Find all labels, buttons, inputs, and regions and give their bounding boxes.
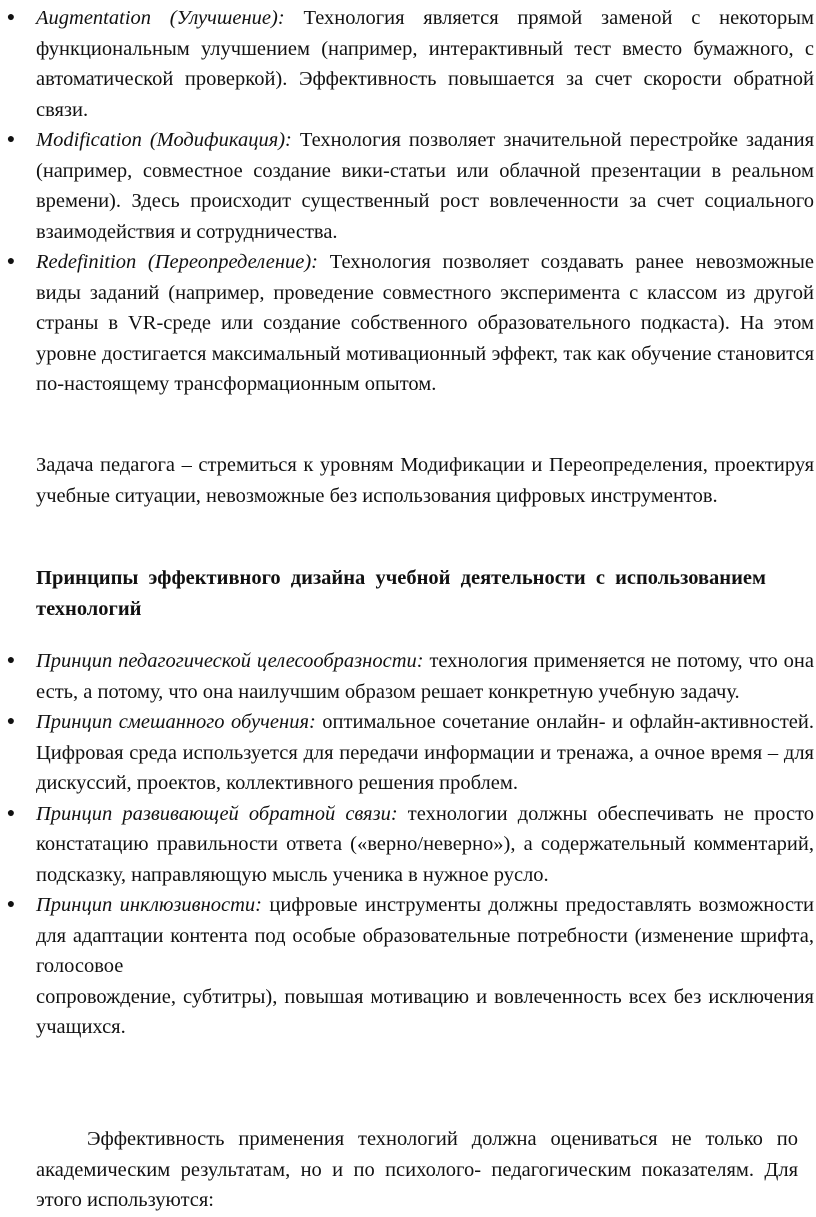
principles-list: [0, 646, 816, 1043]
bullet-icon: ●: [6, 10, 16, 25]
list-item-term: Принцип инклюзивности:: [36, 894, 262, 916]
list-item-text: технологии должны обеспечивать не просто констатацию правильности ответа («верно/неверно»), а содержательный комментарий, подсказку, направляющую мысль ученика в нужное русло.: [36, 802, 815, 886]
list-item-principle-expediency: [0, 646, 816, 707]
list-item-modification: [0, 125, 816, 247]
list-item-term: Принцип педагогической целесообразности:: [36, 650, 424, 672]
list-item-term: Augmentation (Улучшение):: [36, 7, 285, 29]
list-item-augmentation: [0, 3, 816, 125]
list-item-term: Redefinition (Переопределение):: [36, 251, 318, 273]
bullet-icon: ●: [6, 254, 16, 269]
list-item-text: Технология является прямой заменой с некоторым функциональным улучшением (например, интерактивный тест вместо бумажного, с автоматической проверкой). Эффективность повышается за счет скорости обратной связи.: [36, 7, 815, 121]
list-item-principle-feedback: [0, 799, 816, 891]
bullet-icon: ●: [6, 653, 16, 668]
list-item-term: Принцип смешанного обучения:: [36, 711, 316, 733]
list-item-redefinition: [0, 247, 816, 400]
list-item-term: Modification (Модификация):: [36, 129, 292, 151]
section-heading: Принципы эффективного дизайна учебной деятельности с использованием технологий: [36, 567, 766, 620]
list-item-text: технология применяется не потому, что она есть, а потому, что она наилучшим образом решает конкретную учебную задачу.: [36, 650, 814, 703]
list-item-text: оптимальное сочетание онлайн- и офлайн-активностей. Цифровая среда используется для передачи информации и тренажа, а очное время – для дискуссий, проектов, коллективного решения проблем.: [36, 711, 814, 794]
bullet-icon: ●: [6, 132, 16, 147]
list-item-principle-blended: [0, 707, 816, 799]
list-item-text-continued: сопровождение, субтитры), повышая мотивацию и вовлеченность всех без исключения учащихся.: [36, 985, 814, 1038]
task-paragraph: Задача педагога – стремиться к уровням Модификации и Переопределения, проектируя учебные ситуации, невозможные без использования цифровых инструментов.: [36, 454, 814, 507]
bullet-icon: ●: [6, 805, 16, 821]
list-item-text: Технология позволяет значительной перестройке задания (например, совместное создание вики-статьи или облачной презентации в реальном времени). Здесь происходит существенный рост вовлеченности за счет социального взаимодействия и сотрудничества.: [36, 129, 815, 243]
samr-levels-list: [0, 3, 816, 400]
bullet-icon: ●: [6, 897, 16, 912]
list-item-term: Принцип развивающей обратной связи:: [36, 802, 398, 825]
closing-paragraph: Эффективность применения технологий должна оцениваться не только по академическим результатам, но и по психолого- педагогическим показателям. Для этого используются:: [36, 1128, 798, 1211]
list-item-text: Технология позволяет создавать ранее невозможные виды заданий (например, проведение совместного эксперимента с классом из другой страны в VR-среде или создание собственного образовательного подкаста). На этом уровне достигается максимальный мотивационный эффект, так как обучение становится по-настоящему трансформационным опытом.: [36, 251, 814, 395]
bullet-icon: ●: [6, 714, 16, 729]
list-item-principle-inclusivity: [0, 890, 816, 1043]
list-item-text: цифровые инструменты должны предоставлять возможности для адаптации контента под особые образовательные потребности (изменение шрифта, голосовое: [36, 894, 814, 977]
